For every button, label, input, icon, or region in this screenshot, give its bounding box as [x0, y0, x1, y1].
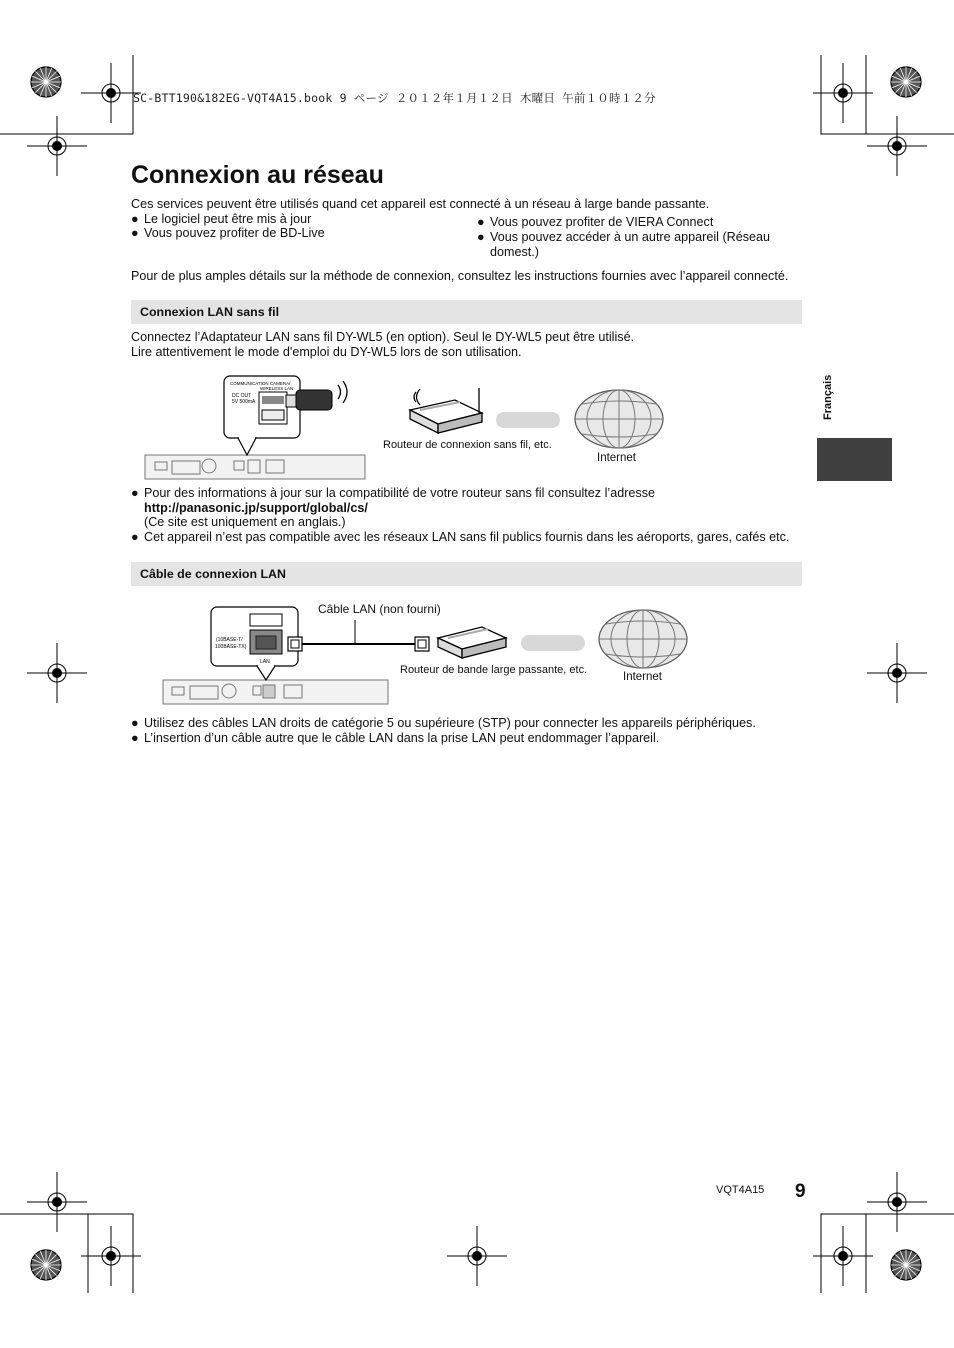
- language-side-label: Français: [822, 374, 834, 420]
- list-item: ● Cet appareil n’est pas compatible avec les réseaux LAN sans fil publics fournis dans les aéroports, gares, cafés etc.: [131, 530, 790, 544]
- lan-label: LAN: [260, 659, 270, 665]
- page-number: 9: [795, 1181, 806, 1202]
- broadband-router-icon: [438, 627, 506, 658]
- port-label-2: WIRELESS LAN: [260, 386, 294, 391]
- list-item: ● Vous pouvez profiter de VIERA Connect: [477, 215, 714, 229]
- support-url-link[interactable]: http://panasonic.jp/support/global/cs/: [144, 501, 368, 515]
- port-label-1: COMMUNICATION CAMERA/: [230, 381, 291, 386]
- dc-out-spec-label: 5V 500mA: [232, 399, 256, 405]
- dc-out-label: DC OUT: [232, 393, 252, 399]
- broadband-router-label: Routeur de bande large passante, etc.: [400, 664, 588, 676]
- list-item: ● Vous pouvez profiter de BD-Live: [131, 226, 325, 240]
- connection-pill-icon: [521, 635, 585, 651]
- list-item-continued: domest.): [490, 245, 539, 259]
- section-heading-wireless: Connexion LAN sans fil: [131, 300, 802, 324]
- document-code: VQT4A15: [716, 1184, 765, 1196]
- language-side-tab: [817, 438, 892, 481]
- list-item: ● Pour des informations à jour sur la compatibilité de votre routeur sans fil consultez l’adresse: [131, 486, 655, 500]
- lan-spec-label-1: (10BASE-T/: [216, 637, 243, 643]
- internet-globe-icon: [599, 610, 687, 668]
- list-item: ● Vous pouvez accéder à un autre appareil (Réseau: [477, 230, 771, 244]
- wireless-text-1: Connectez l’Adaptateur LAN sans fil DY-WL5 (en option). Seul le DY-WL5 peut être utilisé.: [131, 330, 635, 344]
- lan-cable-icon: [288, 620, 429, 651]
- wired-internet-label: Internet: [623, 671, 662, 683]
- file-header-line: SC-BTT190&182EG-VQT4A15.book 9 ページ ２０１２年１月１２日 木曜日 午前１０時１２分: [133, 91, 656, 105]
- lan-spec-label-2: 100BASE-TX): [215, 644, 247, 650]
- intro-text: Ces services peuvent être utilisés quand cet appareil est connecté à un réseau à large bande passante.: [131, 197, 710, 211]
- wireless-text-2: Lire attentivement le mode d'emploi du DY-WL5 lors de son utilisation.: [131, 345, 522, 359]
- player-rear-panel-icon: [163, 680, 388, 704]
- lan-cable-label: Câble LAN (non fourni): [318, 602, 441, 616]
- list-item: ● Le logiciel peut être mis à jour: [131, 212, 312, 226]
- more-info-text: Pour de plus amples détails sur la méthode de connexion, consultez les instructions fournies avec l’appareil connecté.: [131, 269, 789, 283]
- wireless-router-label: Routeur de connexion sans fil, etc.: [383, 439, 552, 451]
- english-only-note: (Ce site est uniquement en anglais.): [144, 515, 346, 529]
- wireless-internet-label: Internet: [597, 452, 636, 464]
- page-title: Connexion au réseau: [131, 161, 384, 189]
- list-item: ● L’insertion d’un câble autre que le câble LAN dans la prise LAN peut endommager l’appareil.: [131, 731, 660, 745]
- section-heading-wired: Câble de connexion LAN: [131, 562, 802, 586]
- list-item: ● Utilisez des câbles LAN droits de catégorie 5 ou supérieure (STP) pour connecter les appareils périphériques.: [131, 716, 756, 730]
